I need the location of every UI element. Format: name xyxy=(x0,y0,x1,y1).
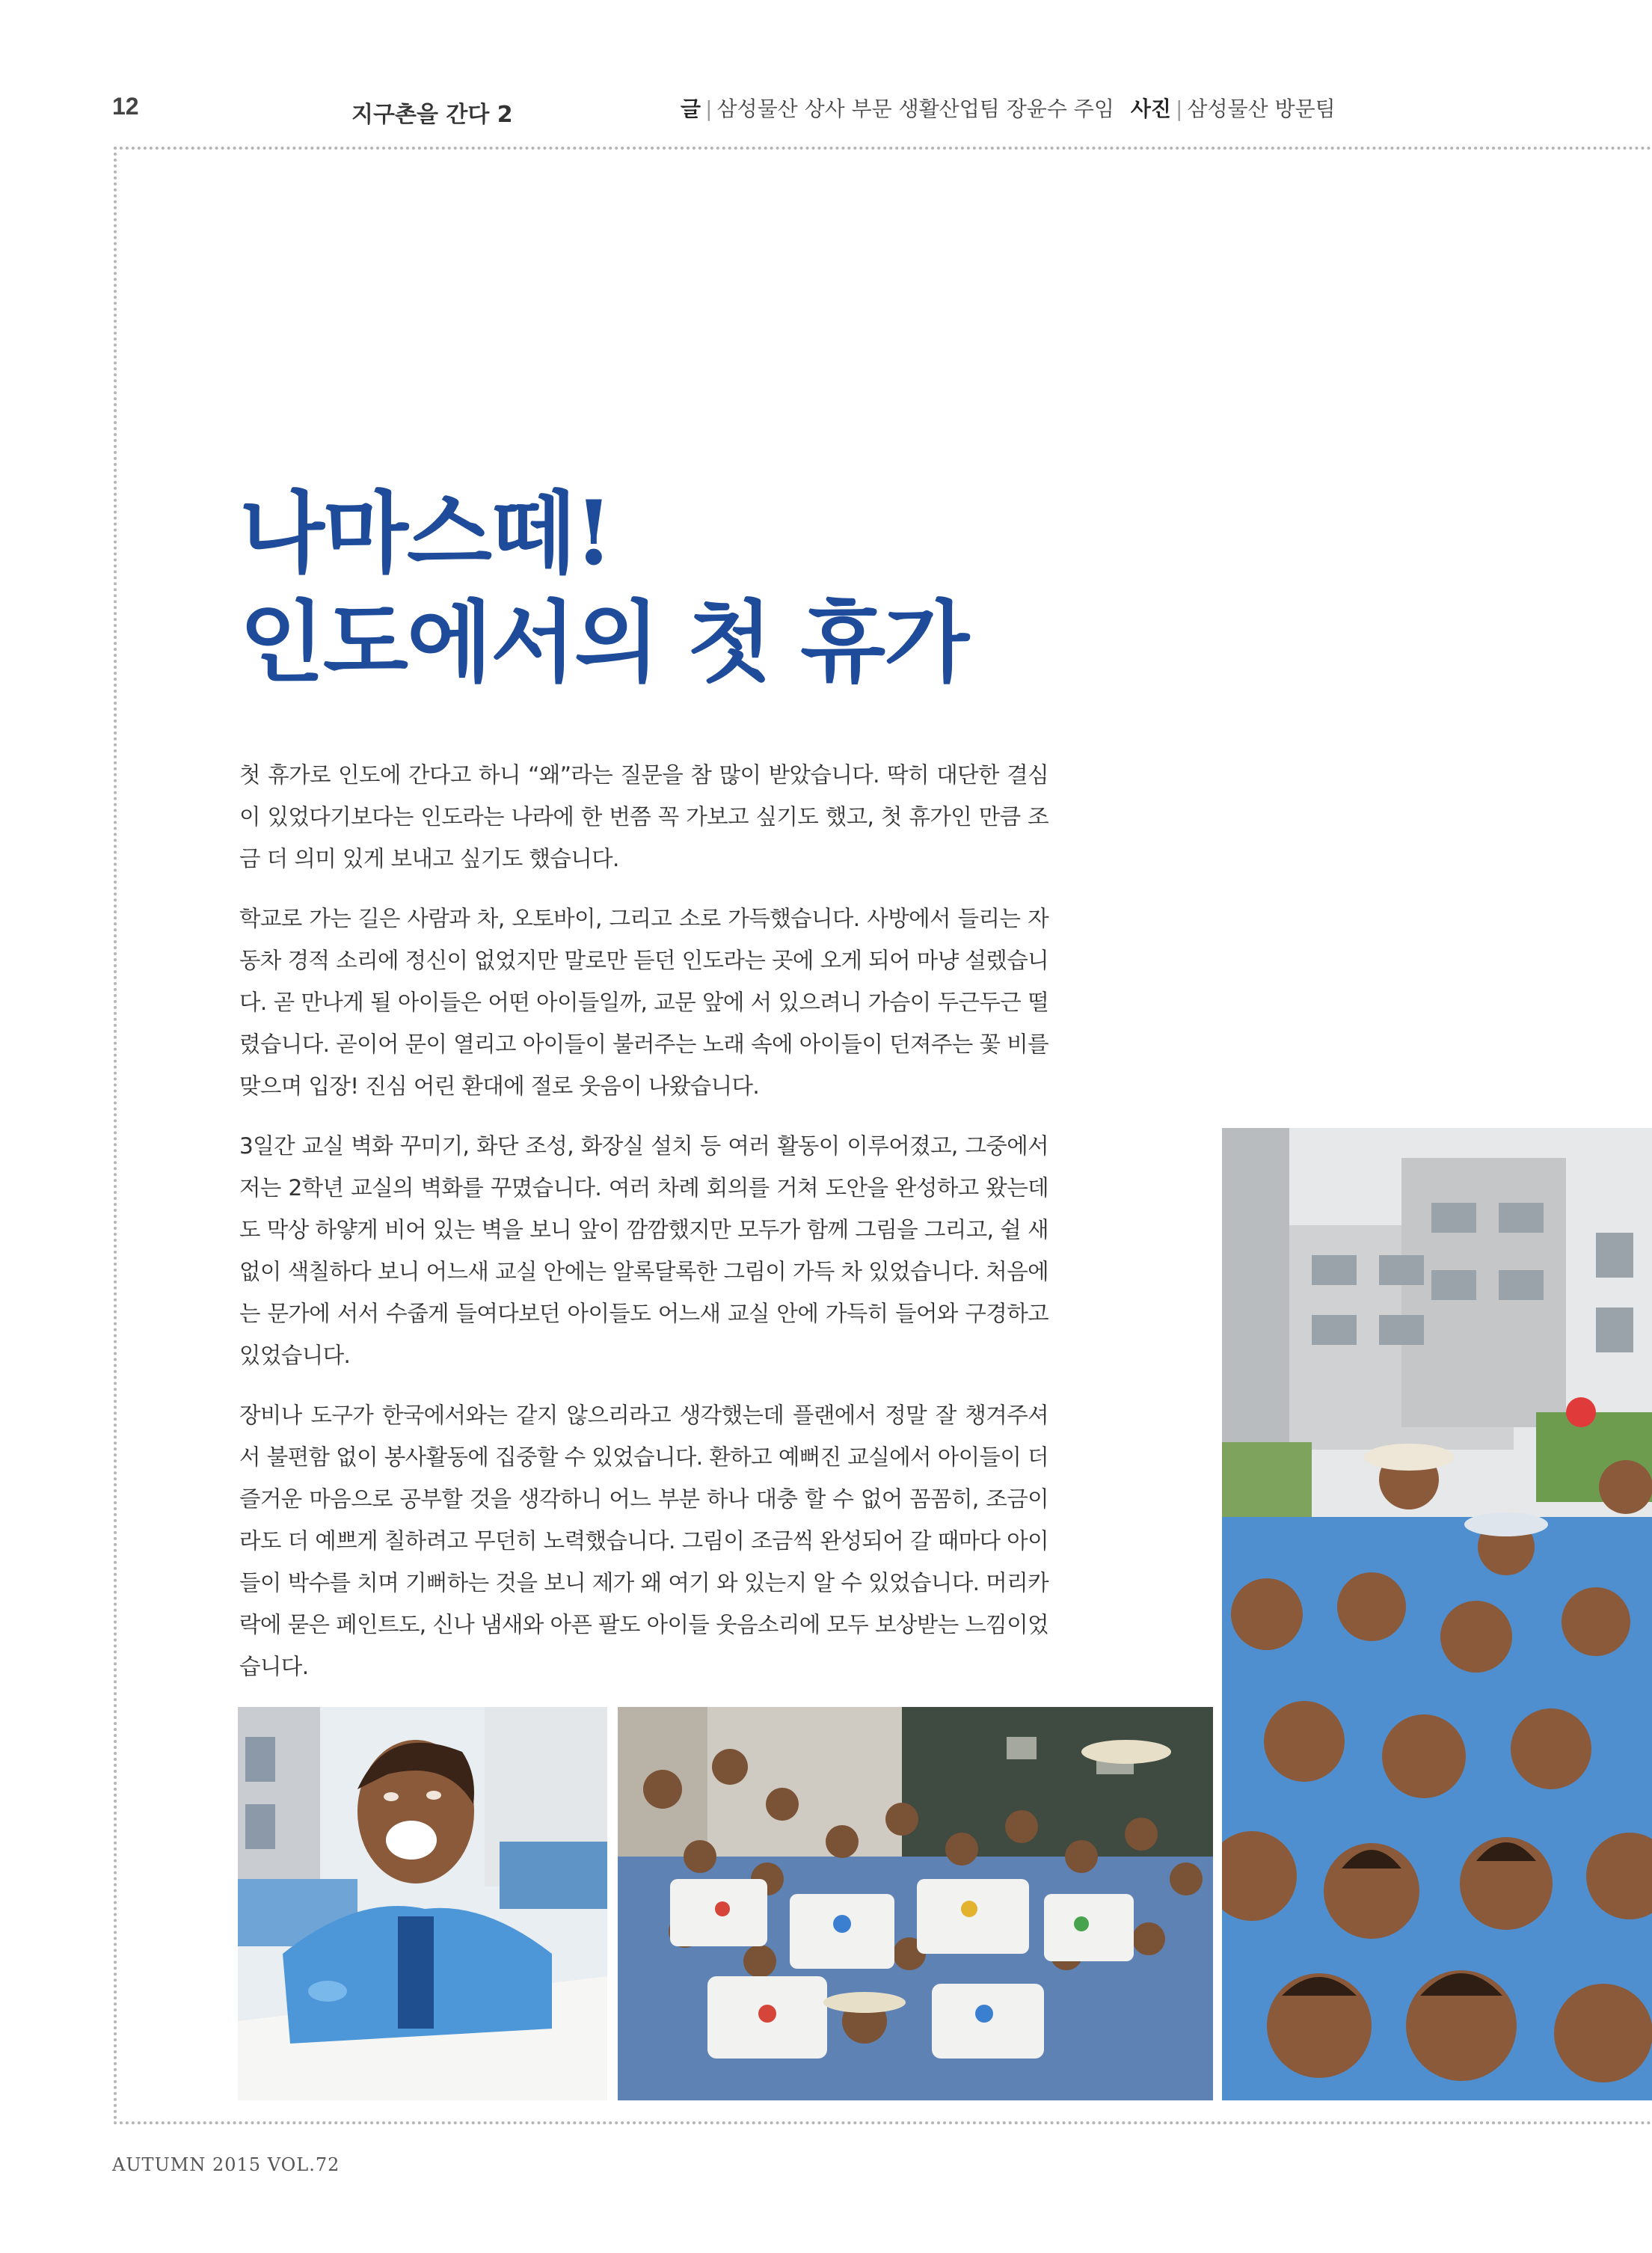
article-headline xyxy=(239,479,968,697)
photo-label: 사진 xyxy=(1130,96,1171,121)
schoolchildren-making-v-signs-photo xyxy=(1222,1128,1652,2100)
writer-divider: | xyxy=(705,96,713,121)
section-title: 지구촌을 간다 2 xyxy=(351,102,513,128)
bottom-dotted-rule xyxy=(114,2121,1652,2124)
article-body xyxy=(239,754,1048,1705)
photo-divider: | xyxy=(1175,96,1183,121)
photographer-name: 삼성물산 방문팀 xyxy=(1187,96,1336,121)
writer-label: 글 xyxy=(681,96,701,121)
top-dotted-rule xyxy=(114,147,1652,150)
writer-name: 삼성물산 상사 부문 생활산업팀 장윤수 주임 xyxy=(716,96,1114,121)
headline-line-2: 인도에서의 첫 휴가 xyxy=(239,590,968,694)
paragraph-1: 첫 휴가로 인도에 간다고 하니 “왜”라는 질문을 참 많이 받았습니다. 딱히 대단한 결심이 있었다기보다는 인도라는 나라에 한 번쯤 꼭 가보고 싶기도 했고, 첫 휴가인 만큼 조금 더 의미 있게 보내고 싶기도 했습니다. xyxy=(239,762,1048,871)
headline-line-1: 나마스떼! xyxy=(239,481,612,585)
girl-with-cream-on-face-photo xyxy=(238,1707,607,2100)
issue-footer: AUTUMN 2015 VOL.72 xyxy=(112,2154,340,2175)
volunteers-with-children-in-classroom-photo xyxy=(618,1707,1213,2100)
page-number: 12 xyxy=(112,93,139,120)
credits xyxy=(681,93,1336,123)
paragraph-2: 학교로 가는 길은 사람과 차, 오토바이, 그리고 소로 가득했습니다. 사방에서 들리는 자동차 경적 소리에 정신이 없었지만 말로만 듣던 인도라는 곳에 오게 되어 마냥 설렜습니다. 곧 만나게 될 아이들은 어떤 아이들일까, 교문 앞에 서 있으려니 가슴이 두근두근 떨렸습니다. 곧이어 문이 열리고 아이들이 불러주는 노래 속에 아이들이 던져주는 꽃 비를 맞으며 입장! 진심 어린 환대에 절로 웃음이 나왔습니다. xyxy=(239,906,1048,1099)
left-dotted-rule xyxy=(114,147,117,2121)
paragraph-4: 장비나 도구가 한국에서와는 같지 않으리라고 생각했는데 플랜에서 정말 잘 챙겨주셔서 불편함 없이 봉사활동에 집중할 수 있었습니다. 환하고 예뻐진 교실에서 아이들이 더 즐거운 마음으로 공부할 것을 생각하니 어느 부분 하나 대충 할 수 없어 꼼꼼히, 조금이라도 더 예쁘게 칠하려고 무던히 노력했습니다. 그림이 조금씩 완성되어 갈 때마다 아이들이 박수를 치며 기뻐하는 것을 보니 제가 왜 여기 와 있는지 알 수 있었습니다. 머리카락에 묻은 페인트도, 신나 냄새와 아픈 팔도 아이들 웃음소리에 모두 보상받는 느낌이었습니다. xyxy=(239,1403,1048,1679)
paragraph-3: 3일간 교실 벽화 꾸미기, 화단 조성, 화장실 설치 등 여러 활동이 이루어졌고, 그중에서 저는 2학년 교실의 벽화를 꾸몄습니다. 여러 차례 회의를 거쳐 도안을 완성하고 왔는데도 막상 하얗게 비어 있는 벽을 보니 앞이 깜깜했지만 모두가 함께 그림을 그리고, 쉴 새 없이 색칠하다 보니 어느새 교실 안에는 알록달록한 그림이 가득 차 있었습니다. 처음에는 문가에 서서 수줍게 들여다보던 아이들도 어느새 교실 안에 가득히 들어와 구경하고 있었습니다. xyxy=(239,1133,1048,1368)
